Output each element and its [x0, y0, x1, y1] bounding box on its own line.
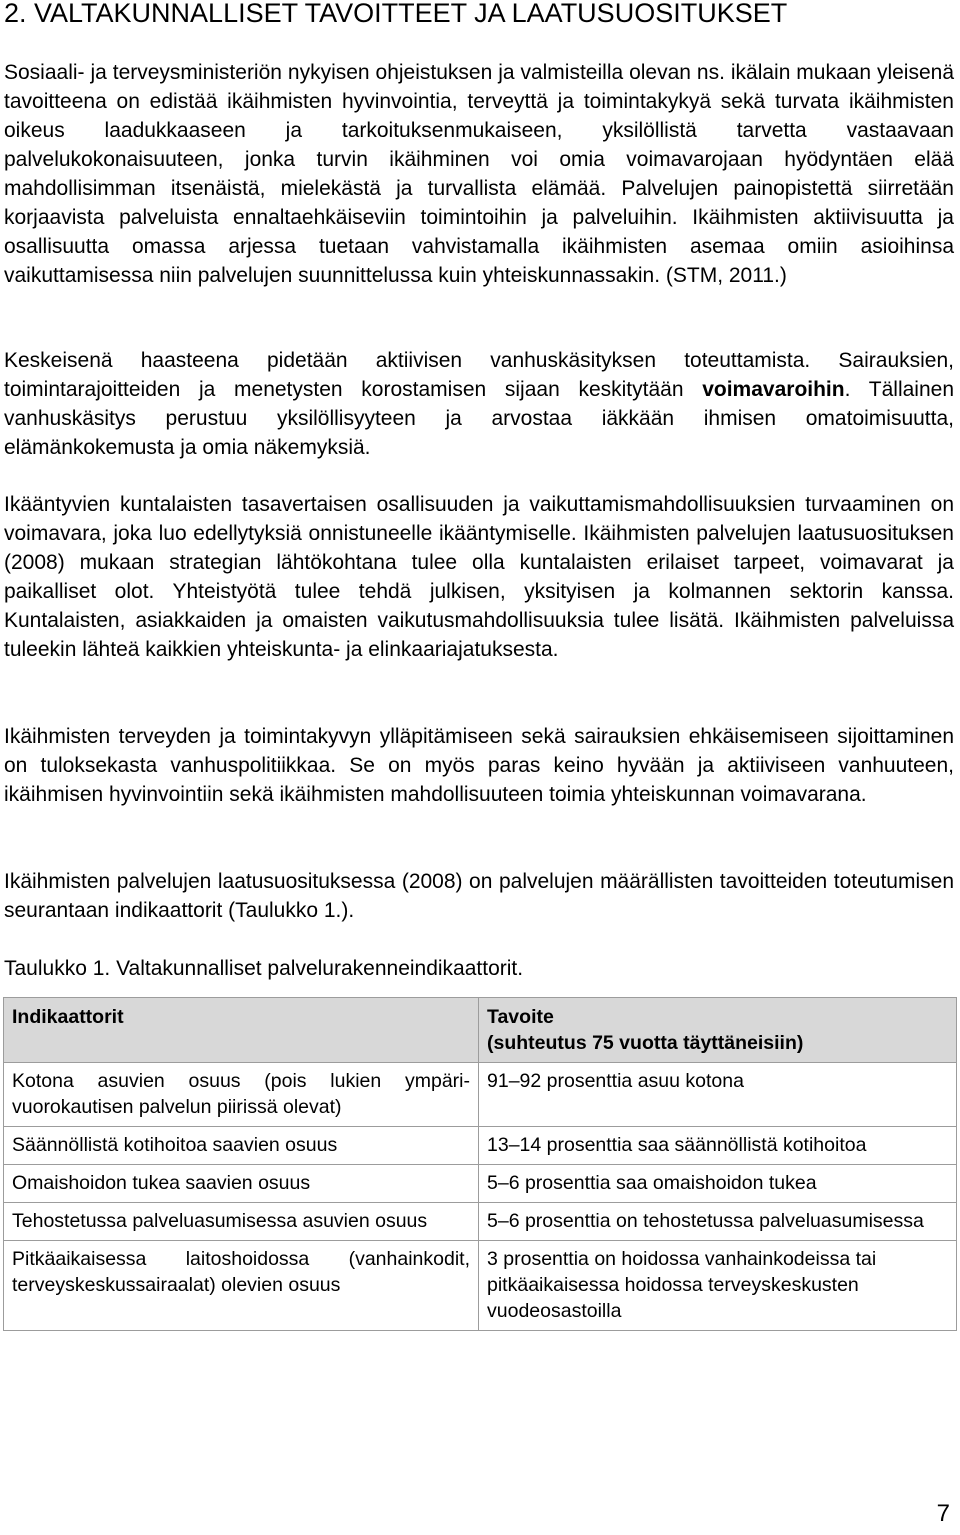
- indicator-cell: Säännöllistä kotihoitoa saavien osuus: [4, 1127, 479, 1165]
- table-row: [4, 1165, 957, 1203]
- target-cell: 13–14 prosenttia saa säännöllistä kotihoitoa: [479, 1127, 957, 1165]
- target-cell: 91–92 prosenttia asuu kotona: [479, 1063, 957, 1127]
- table-row: [4, 1241, 957, 1331]
- header-target-title: Tavoite: [487, 1006, 554, 1028]
- paragraph-text: Keskeisenä haasteena pidetään aktiivisen vanhuskäsityksen toteuttamista. Sairauksien, toimintarajoitteiden ja menetysten korostamisen sijaan keskitytään: [4, 349, 954, 401]
- target-cell: 5–6 prosenttia saa omaishoidon tukea: [479, 1165, 957, 1203]
- target-cell: 3 prosenttia on hoidossa vanhainkodeissa tai pitkäaikaisessa hoidossa terveyskeskusten vuodeosastoilla: [479, 1241, 957, 1331]
- paragraph-participation: Ikääntyvien kuntalaisten tasavertaisen osallisuuden ja vaikuttamismahdollisuuksien turvaaminen on voimavara, joka luo edellytyksiä onnistuneelle ikääntymiselle. Ikäihmisten palvelujen laatusuosituksen (2008) mukaan strategian lähtökohtana tulee olla kuntalaisten erilaiset tarpeet, voimavarat ja paikalliset olot. Yhteistyötä tulee tehdä julkisen, yksityisen ja kolmannen sektorin kanssa. Kuntalaisten, asiakkaiden ja omaisten vaikutusmahdollisuuksia tulee lisätä. Ikäihmisten palveluissa tuleekin lähteä kaikkien yhteiskunta- ja elinkaariajatuksesta.: [4, 493, 954, 661]
- section-heading: 2. VALTAKUNNALLISET TAVOITTEET JA LAATUSUOSITUKSET: [4, 0, 788, 28]
- paragraph-active-aging: [4, 346, 954, 462]
- indicator-cell: Pitkäaikaisessa laitoshoidossa (vanhainkodit, terveyskeskussairaalat) olevien osuus: [4, 1241, 479, 1331]
- paragraph-health: Ikäihmisten terveyden ja toimintakyvyn ylläpitämiseen sekä sairauksien ehkäisemiseen sijoittaminen on tuloksekasta vanhuspolitiikkaa. Se on myös paras keino hyvään ja aktiiviseen vanhuuteen, ikäihmisen hyvinvointiin sekä ikäihmisten mahdollisuuteen toimia yhteiskunnan voimavarana.: [4, 725, 954, 806]
- paragraph-goals: Sosiaali- ja terveysministeriön nykyisen ohjeistuksen ja valmisteilla olevan ns. ikälain mukaan yleisenä tavoitteena on edistää ikäihmisten hyvinvointia, terveyttä ja toimintakykyä sekä turvata ikäihmisten oikeus laadukkaaseen ja tarkoituksenmukaiseen, yksilöllistä tarvetta vastaavaan palvelukokonaisuuteen, jonka turvin ikäihminen voi omia voimavarojaan hyödyntäen elää mahdollisimman itsenäistä, mielekästä ja turvallista elämää. Palvelujen painopistettä siirretään korjaavista palveluista ennaltaehkäiseviin toimintoihin ja palveluihin. Ikäihmisten aktiivisuutta ja osallisuutta omassa arjessa tuetaan vahvistamalla ikäihmisten asemaa omiin asioihinsa vaikuttamisessa niin palvelujen suunnittelussa kuin yhteiskunnassakin. (STM, 2011.): [4, 61, 954, 287]
- table-header-row: [4, 998, 957, 1063]
- target-cell: 5–6 prosenttia on tehostetussa palveluasumisessa: [479, 1203, 957, 1241]
- emphasis-resources: voimavaroihin: [702, 378, 845, 401]
- paragraph-indicators: Ikäihmisten palvelujen laatusuosituksessa (2008) on palvelujen määrällisten tavoitteiden toteutumisen seurantaan indikaattorit (Taulukko 1.).: [4, 870, 954, 922]
- indicator-table: [3, 997, 957, 1331]
- indicator-cell: Omaishoidon tukea saavien osuus: [4, 1165, 479, 1203]
- header-target: [479, 998, 957, 1063]
- table-caption: Taulukko 1. Valtakunnalliset palvelurakenneindikaattorit.: [4, 957, 524, 980]
- indicator-cell: Kotona asuvien osuus (pois lukien ympärivuorokautisen palvelun piirissä olevat): [4, 1063, 479, 1127]
- table-row: [4, 1203, 957, 1241]
- page-number: 7: [936, 1500, 950, 1527]
- indicator-cell: Tehostetussa palveluasumisessa asuvien osuus: [4, 1203, 479, 1241]
- paragraph-text: . Tällainen vanhuskäsitys perustuu yksilöllisyyteen ja arvostaa iäkkään ihmisen omatoimisuutta, elämänkokemusta ja omia näkemyksiä.: [4, 378, 954, 459]
- header-target-note: (suhteutus 75 vuotta täyttäneisiin): [487, 1032, 804, 1054]
- table-row: [4, 1063, 957, 1127]
- header-indicators: Indikaattorit: [4, 998, 479, 1063]
- table-row: [4, 1127, 957, 1165]
